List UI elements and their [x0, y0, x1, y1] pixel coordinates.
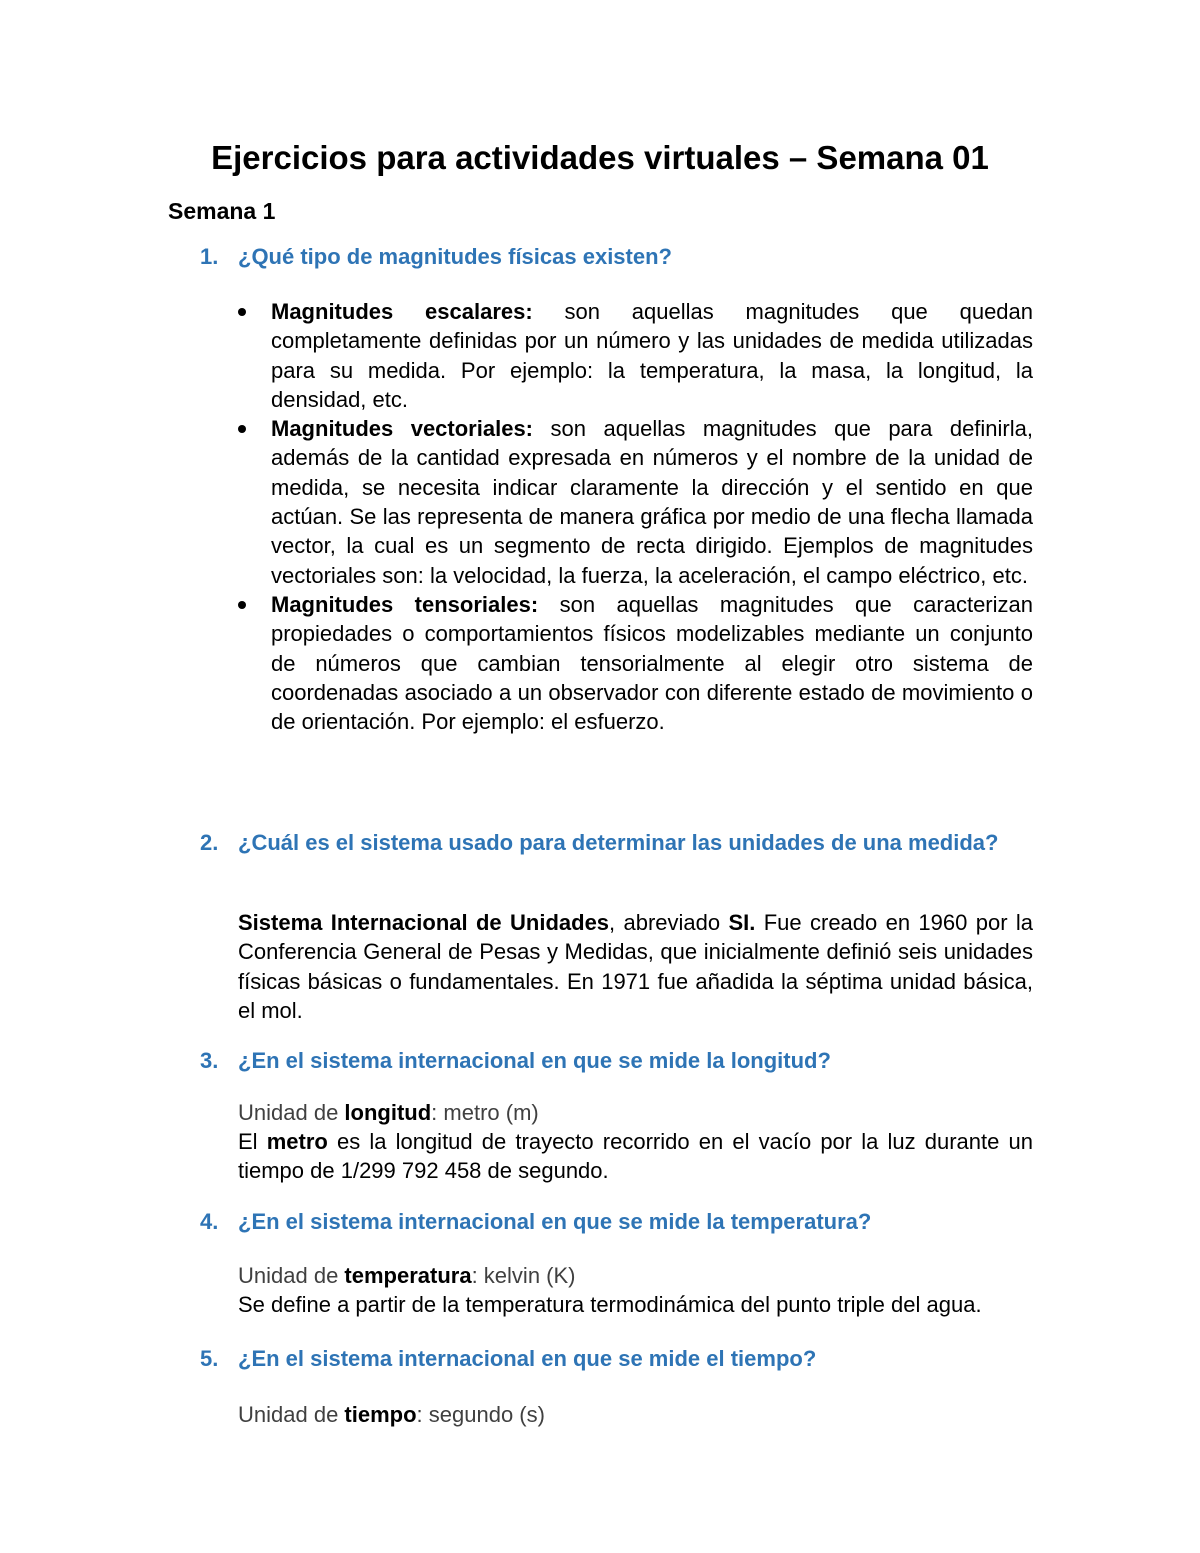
unit-line-5 — [238, 1400, 1038, 1429]
question-number: 3. — [200, 1048, 219, 1073]
definition-4: Se define a partir de la temperatura termodinámica del punto triple del agua. — [238, 1292, 982, 1317]
answer-abbr: SI. — [728, 910, 756, 935]
document-title: Ejercicios para actividades virtuales – Semana 01 — [211, 139, 989, 176]
list-item-term: Magnitudes tensoriales: — [271, 591, 539, 617]
unit-prefix: Unidad de — [238, 1402, 345, 1427]
list-item-text: son aquellas magnitudes que caracterizan propiedades o comportamientos físicos modelizables mediante un conjunto de números que cambian tensorialmente al elegir otro sistema de coordenadas asociado a un observador con diferente estado de movimiento o de orientación. Por ejemplo: el esfuerzo. — [271, 591, 1033, 735]
definition-text: es la longitud de trayecto recorrido en el vacío por la luz durante un tiempo de 1/299 792 458 de segundo. — [238, 1129, 1033, 1184]
unit-term: tiempo — [344, 1402, 417, 1427]
question-5 — [200, 1344, 1033, 1373]
list-item-text: son aquellas magnitudes que para definirla, además de la cantidad expresada en números y el nombre de la unidad de medida, se necesita indicar claramente la dirección y el sentido en que actúan. Se las representa de manera gráfica por medio de una flecha llamada vector, la cual es un segmento de recta dirigido. Ejemplos de magnitudes vectoriales son: la velocidad, la fuerza, la aceleración, el campo eléctrico, etc. — [271, 416, 1033, 588]
list-item-term: Magnitudes vectoriales: — [271, 416, 534, 442]
magnitudes-list — [238, 297, 1033, 736]
list-item-term: Magnitudes escalares: — [271, 299, 533, 324]
unit-value: : segundo (s) — [416, 1402, 545, 1427]
question-text: ¿Cuál es el sistema usado para determinar las unidades de una medida? — [238, 830, 999, 855]
question-2 — [200, 828, 1033, 857]
list-item — [238, 414, 1033, 590]
list-item — [238, 297, 1033, 414]
answer-2 — [238, 908, 1033, 1025]
unit-prefix: Unidad de — [238, 1100, 345, 1125]
bullet-icon — [238, 308, 246, 316]
list-item-text: son aquellas magnitudes que quedan completamente definidas por un número y las unidades de medida utilizadas para su medida. Por ejemplo: la temperatura, la masa, la longitud, la densidad, etc. — [271, 299, 1034, 412]
definition-prefix: El — [238, 1129, 267, 1154]
list-item — [238, 590, 1033, 736]
question-number: 4. — [200, 1209, 219, 1234]
bullet-icon — [238, 601, 246, 609]
unit-term: longitud — [344, 1100, 432, 1125]
question-text: ¿En el sistema internacional en que se mide el tiempo? — [238, 1346, 817, 1371]
question-text: ¿Qué tipo de magnitudes físicas existen? — [238, 244, 672, 269]
question-3 — [200, 1046, 1033, 1075]
answer-mid: , abreviado — [609, 910, 729, 935]
question-number: 2. — [200, 830, 219, 855]
question-number: 1. — [200, 244, 219, 269]
unit-prefix: Unidad de — [238, 1263, 345, 1288]
definition-term: metro — [266, 1129, 328, 1154]
question-1 — [200, 242, 1033, 271]
answer-text: Fue creado en 1960 por la Conferencia General de Pesas y Medidas, que inicialmente definió seis unidades físicas básicas o fundamentales. En 1971 fue añadida la séptima unidad básica, el mol. — [238, 910, 1033, 1023]
unit-value: : kelvin (K) — [471, 1263, 576, 1288]
unit-line-4 — [238, 1261, 1038, 1290]
bullet-icon — [238, 425, 246, 433]
section-heading: Semana 1 — [168, 198, 276, 224]
answer-term: Sistema Internacional de Unidades — [238, 910, 610, 935]
definition-3 — [238, 1127, 1033, 1186]
question-text: ¿En el sistema internacional en que se mide la temperatura? — [238, 1209, 872, 1234]
unit-term: temperatura — [344, 1263, 472, 1288]
unit-line-3 — [238, 1098, 1038, 1127]
question-text: ¿En el sistema internacional en que se mide la longitud? — [238, 1048, 831, 1073]
unit-value: : metro (m) — [431, 1100, 539, 1125]
question-4 — [200, 1207, 1033, 1236]
question-number: 5. — [200, 1346, 219, 1371]
